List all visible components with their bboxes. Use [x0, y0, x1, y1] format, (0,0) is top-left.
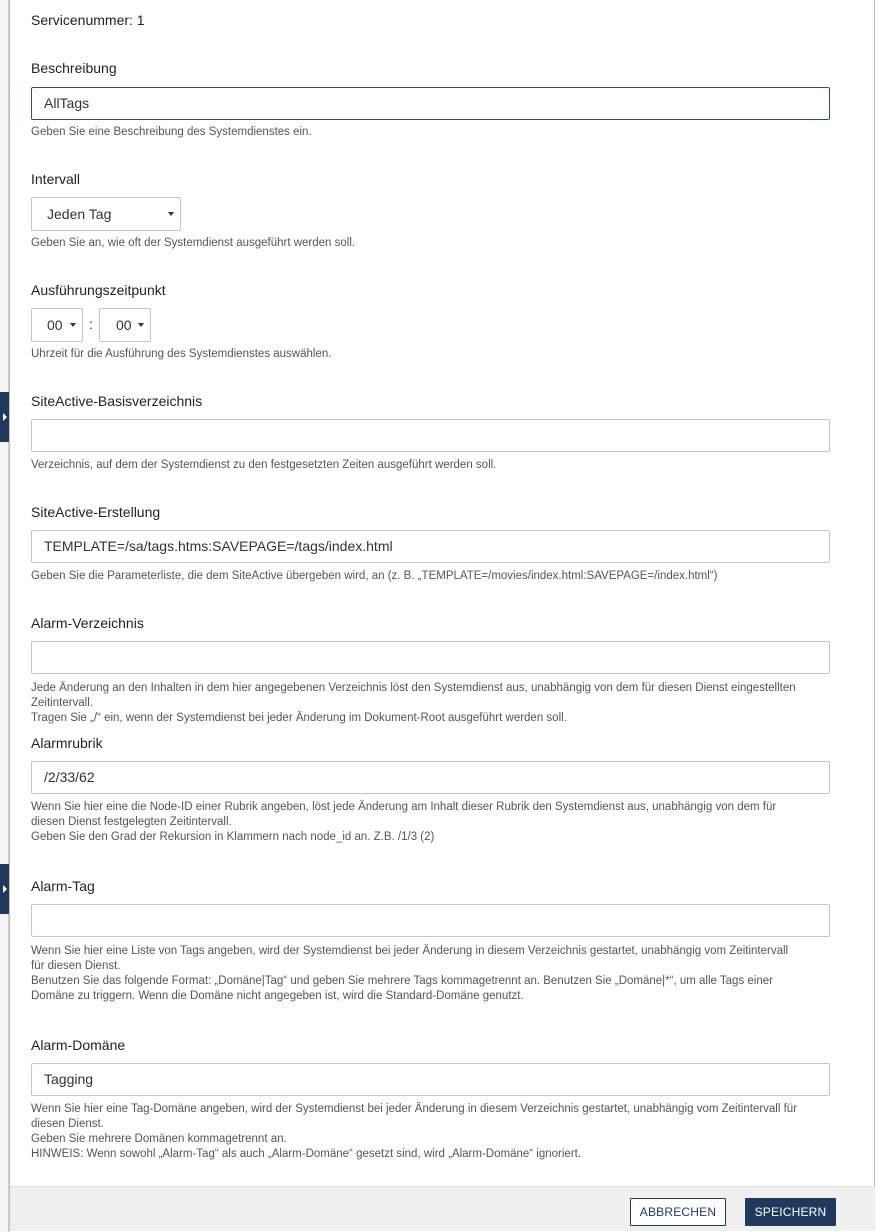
alarmrubrik-input[interactable]: /2/33/62 [31, 761, 830, 794]
minute-selected-value: 00 [116, 317, 132, 333]
field-label-basisverzeichnis: SiteActive-Basisverzeichnis [31, 393, 203, 409]
caret-down-icon [138, 323, 144, 327]
side-panel-toggle[interactable] [0, 392, 9, 442]
side-panel-toggle[interactable] [0, 864, 9, 914]
help-line: diesen Dienst. [31, 1118, 104, 1130]
field-label-alarm-verzeichnis: Alarm-Verzeichnis [31, 615, 144, 631]
help-text-erstellung: Geben Sie die Parameterliste, die dem SiteActive übergeben wird, an (z. B. „TEMPLATE=/movies/index.html:SAVEPAGE=/index.html“) [31, 570, 718, 582]
field-label-intervall: Intervall [31, 171, 81, 187]
help-line: Wenn Sie hier eine Liste von Tags angeben, wird der Systemdienst bei jeder Änderung in diesem Verzeichnis gestartet, unabhängig vom Zeitintervall [31, 945, 789, 957]
help-text-alarm-domaene [31, 1102, 831, 1162]
time-separator: : [89, 316, 93, 332]
minute-select[interactable] [99, 308, 151, 342]
help-line: Domäne zu triggern. Wenn die Domäne nicht angegeben ist, wird die Standard-Domäne genutzt. [31, 990, 524, 1002]
help-line: diesen Dienst festgelegten Zeitintervall. [31, 816, 232, 828]
help-text-alarm-tag [31, 944, 831, 1004]
help-text-beschreibung: Geben Sie eine Beschreibung des Systemdienstes ein. [31, 126, 312, 138]
help-line: Jede Änderung an den Inhalten in dem hier angegebenen Verzeichnis löst den Systemdienst aus, unabhängig von dem für diesen Dienst eingestellten [31, 682, 796, 694]
hour-selected-value: 00 [47, 317, 63, 333]
help-line: Benutzen Sie das folgende Format: „Domäne|Tag“ und geben Sie mehrere Tags kommagetrennt an. Benutzen Sie „Domäne|*“, um alle Tags einer [31, 975, 773, 987]
intervall-select[interactable] [31, 197, 181, 231]
erstellung-input[interactable]: TEMPLATE=/sa/tags.htms:SAVEPAGE=/tags/index.html [31, 530, 830, 563]
field-label-alarmrubrik: Alarmrubrik [31, 735, 103, 751]
help-line: Zeitintervall. [31, 697, 93, 709]
service-number: Servicenummer: 1 [31, 12, 145, 28]
help-text-alarm-verzeichnis [31, 681, 831, 726]
alarm-verzeichnis-input[interactable] [31, 641, 830, 674]
help-line: Tragen Sie „/“ ein, wenn der Systemdienst bei jeder Änderung im Dokument-Root ausgeführt werden soll. [31, 712, 567, 724]
left-gutter [0, 0, 9, 1232]
caret-down-icon [70, 323, 76, 327]
field-label-beschreibung: Beschreibung [31, 60, 117, 76]
help-text-intervall: Geben Sie an, wie oft der Systemdienst ausgeführt werden soll. [31, 237, 356, 249]
alarm-tag-input[interactable] [31, 904, 830, 937]
help-line: Wenn Sie hier eine die Node-ID einer Rubrik angeben, löst jede Änderung am Inhalt dieser Rubrik den Systemdienst aus, unabhängig von dem für [31, 801, 777, 813]
field-label-ausfuehrungszeitpunkt: Ausführungszeitpunkt [31, 282, 166, 298]
help-line: Wenn Sie hier eine Tag-Domäne angeben, wird der Systemdienst bei jeder Änderung in diesem Verzeichnis gestartet, unabhängig vom Zeitintervall für [31, 1103, 798, 1115]
field-label-alarm-domaene: Alarm-Domäne [31, 1037, 126, 1053]
field-label-alarm-tag: Alarm-Tag [31, 878, 95, 894]
basisverzeichnis-input[interactable] [31, 419, 830, 452]
chevron-right-icon [3, 413, 7, 421]
help-line: HINWEIS: Wenn sowohl „Alarm-Tag“ als auch „Alarm-Domäne“ gesetzt sind, wird „Alarm-Domäne“ ignoriert. [31, 1148, 582, 1160]
help-text-ausfuehrungszeitpunkt: Uhrzeit für die Ausführung des Systemdienstes auswählen. [31, 348, 332, 360]
help-line: Geben Sie den Grad der Rekursion in Klammern nach node_id an. Z.B. /1/3 (2) [31, 831, 435, 843]
beschreibung-input[interactable]: AllTags [31, 87, 830, 120]
help-text-alarmrubrik [31, 800, 831, 845]
field-label-erstellung: SiteActive-Erstellung [31, 504, 161, 520]
alarm-domaene-input[interactable]: Tagging [31, 1063, 830, 1096]
save-button[interactable]: SPEICHERN [745, 1198, 836, 1226]
caret-down-icon [168, 212, 174, 216]
help-line: Geben Sie mehrere Domänen kommagetrennt an. [31, 1133, 287, 1145]
cancel-button[interactable]: ABBRECHEN [630, 1198, 726, 1226]
chevron-right-icon [3, 885, 7, 893]
hour-select[interactable] [31, 308, 83, 342]
help-line: für diesen Dienst. [31, 960, 121, 972]
intervall-selected-value: Jeden Tag [47, 206, 112, 222]
help-text-basisverzeichnis: Verzeichnis, auf dem der Systemdienst zu den festgesetzten Zeiten ausgeführt werden soll. [31, 459, 497, 471]
